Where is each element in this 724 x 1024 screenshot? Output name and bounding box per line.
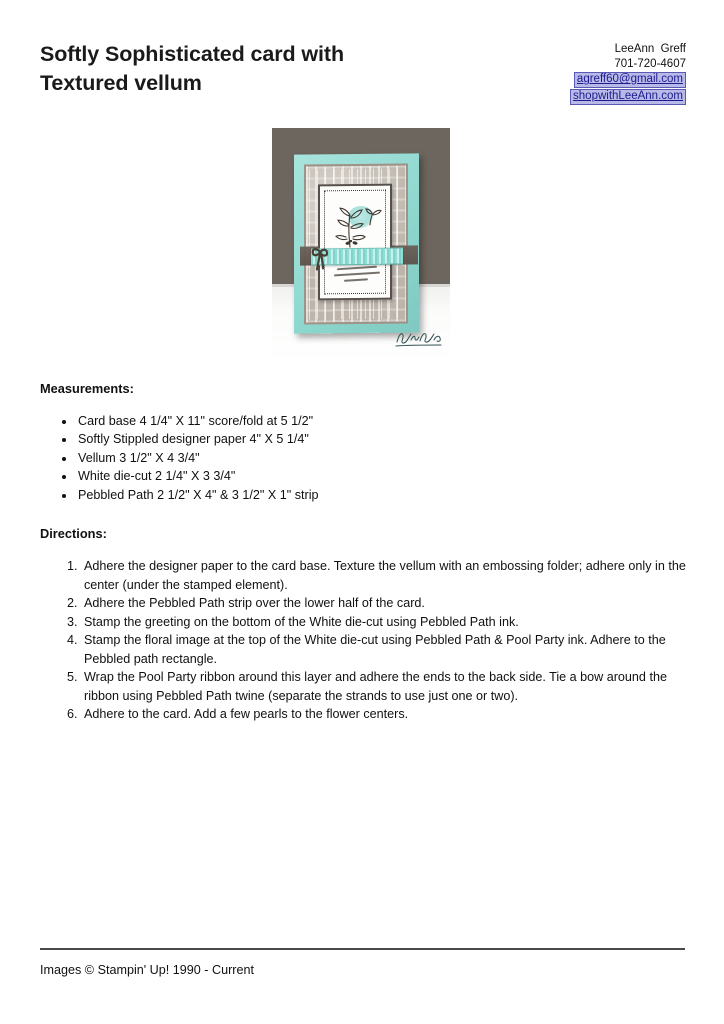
contact-block [506, 42, 686, 105]
list-item: 5. Wrap the Pool Party ribbon around this layer and adhere the ends to the back side. Tie a bow around the ribbon using Pebbled Path twine (separate the strands to use just one or two). [81, 668, 689, 705]
document-header [40, 40, 686, 120]
contact-name: LeeAnn Greff [614, 43, 686, 55]
greeting-line-3 [344, 278, 368, 282]
contact-email-row [506, 71, 686, 88]
footer-divider [40, 948, 685, 950]
list-item: • Card base 4 1/4" X 11" score/fold at 5 1/2" [76, 412, 319, 430]
directions-list [62, 557, 689, 724]
greeting-line-2 [334, 272, 380, 277]
list-item: • Vellum 3 1/2" X 4 3/4" [76, 449, 319, 467]
contact-email-link[interactable]: agreff60@gmail.com [574, 72, 686, 88]
contact-phone: 701-720-4607 [614, 57, 686, 70]
measurements-heading: Measurements: [40, 381, 134, 396]
list-item: • White die-cut 2 1/4" X 3 3/4" [76, 467, 319, 485]
measurements-list [62, 412, 319, 504]
page-title-line-2: Textured vellum [40, 71, 202, 96]
signature-watermark [394, 328, 444, 348]
contact-website-row [506, 88, 686, 105]
contact-website-link[interactable]: shopwithLeeAnn.com [570, 89, 686, 105]
directions-heading: Directions: [40, 526, 107, 541]
page-title [40, 40, 460, 98]
card-base-layer [294, 153, 419, 333]
list-item: • Pebbled Path 2 1/2" X 4" & 3 1/2" X 1" strip [76, 486, 319, 504]
card-photo [272, 128, 450, 362]
twine-bow-icon [308, 242, 332, 272]
floral-stamp-icon [330, 199, 386, 250]
greeting-script [332, 263, 384, 290]
list-item: 4. Stamp the floral image at the top of the White die-cut using Pebbled Path & Pool Party ink. Adhere to the Pebbled path rectangle. [81, 631, 689, 668]
footer-copyright: Images © Stampin' Up! 1990 - Current [40, 963, 254, 977]
card-photo-image [272, 128, 450, 362]
list-item: 6. Adhere to the card. Add a few pearls to the flower centers. [81, 705, 689, 724]
page-title-line-1: Softly Sophisticated card with [40, 42, 345, 66]
list-item: 3. Stamp the greeting on the bottom of the White die-cut using Pebbled Path ink. [81, 613, 689, 632]
list-item: • Softly Stippled designer paper 4" X 5 1/4" [76, 430, 319, 448]
greeting-line-1 [337, 266, 377, 271]
list-item: 1. Adhere the designer paper to the card base. Texture the vellum with an embossing folder; adhere only in the center (under the stamped element). [81, 557, 689, 594]
list-item: 2. Adhere the Pebbled Path strip over the lower half of the card. [81, 594, 689, 613]
